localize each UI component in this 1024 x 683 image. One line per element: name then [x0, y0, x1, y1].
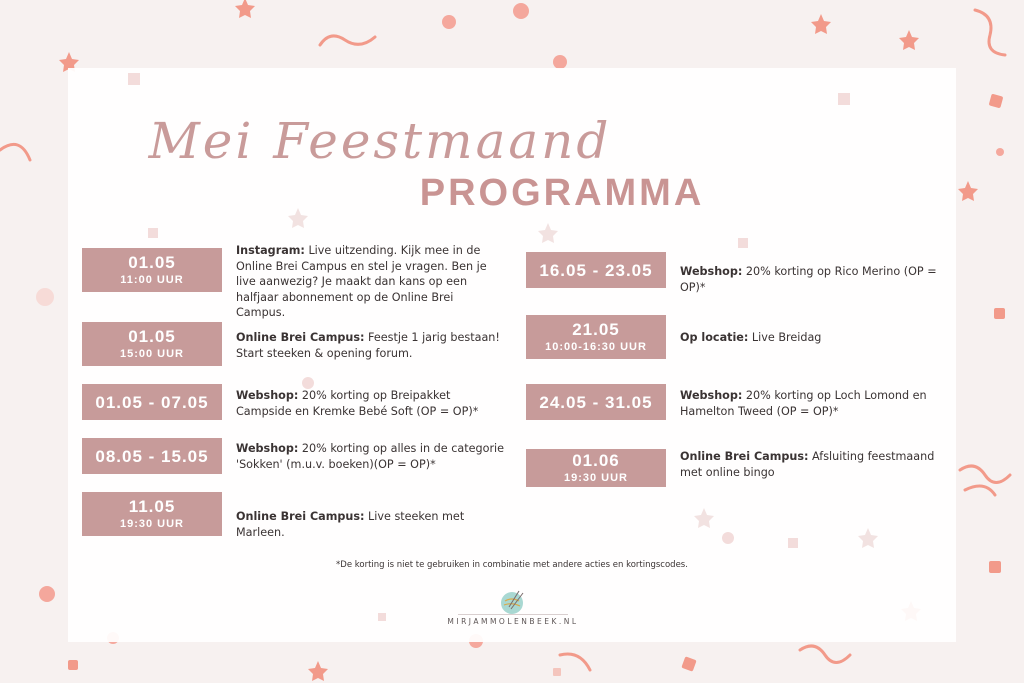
- event-channel: Online Brei Campus:: [680, 450, 809, 463]
- event-time: 19:30 UUR: [119, 518, 185, 530]
- event-date: 01.05: [128, 253, 176, 272]
- event-date: 01.06: [572, 451, 620, 470]
- event-channel: Webshop:: [236, 389, 299, 402]
- left-event-description: [236, 509, 506, 540]
- footer-divider: [458, 614, 568, 615]
- right-date-box: [526, 384, 666, 420]
- right-date-box: [526, 252, 666, 288]
- event-text: 20% korting op Breipakket Campside en Kremke Bebé Soft (OP = OP)*: [236, 389, 479, 418]
- event-text: Live Breidag: [748, 331, 822, 344]
- event-channel: Op locatie:: [680, 331, 749, 344]
- left-date-box: [82, 492, 222, 536]
- event-text: 20% korting op Rico Merino (OP = OP)*: [680, 265, 937, 294]
- right-event-description: [680, 264, 960, 295]
- page-title: PROGRAMMA: [419, 172, 705, 214]
- event-text: Live uitzending. Kijk mee in de Online Brei Campus en stel je vragen. Ben je live aanwezig? Je maakt dan kans op een halfjaar abonnement op de Online Brei Campus.: [236, 244, 487, 319]
- right-event-description: [680, 388, 960, 419]
- event-date: 08.05 - 15.05: [95, 446, 209, 466]
- event-text: Feestje 1 jarig bestaan! Start steeken & opening forum.: [236, 331, 500, 360]
- left-date-box: [82, 322, 222, 366]
- event-channel: Webshop:: [236, 442, 299, 455]
- footnote: *De korting is niet te gebruiken in combinatie met andere acties en kortingscodes.: [336, 560, 688, 570]
- right-date-box: [526, 315, 666, 359]
- event-channel: Online Brei Campus:: [236, 510, 365, 523]
- event-time: 15:00 UUR: [119, 348, 185, 360]
- event-channel: Instagram:: [236, 244, 305, 257]
- event-text: Afsluiting feestmaand met online bingo: [680, 450, 935, 479]
- event-time: 10:00-16:30 UUR: [545, 341, 647, 353]
- event-channel: Online Brei Campus:: [236, 331, 365, 344]
- event-date: 24.05 - 31.05: [539, 392, 653, 412]
- left-date-box: [82, 438, 222, 474]
- right-event-description: [680, 330, 960, 346]
- left-event-description: [236, 330, 506, 361]
- left-event-description: [236, 441, 506, 472]
- left-event-description: [236, 243, 506, 321]
- event-text: Live steeken met Marleen.: [236, 510, 465, 539]
- event-date: 16.05 - 23.05: [539, 260, 653, 280]
- event-channel: Webshop:: [680, 265, 743, 278]
- event-time: 11:00 UUR: [120, 274, 184, 286]
- event-date: 01.05 - 07.05: [95, 392, 209, 412]
- event-text: 20% korting op alles in de categorie 'Sokken' (m.u.v. boeken)(OP = OP)*: [236, 442, 505, 471]
- event-date: 11.05: [128, 497, 176, 516]
- script-title: Mei Feestmaand: [148, 112, 612, 170]
- event-date: 21.05: [572, 320, 620, 339]
- site-link[interactable]: MIRJAMMOLENBEEK.NL: [447, 617, 579, 626]
- yarn-ball-icon: [497, 589, 527, 615]
- left-date-box: [82, 384, 222, 420]
- right-date-box: [526, 449, 666, 487]
- right-event-description: [680, 449, 960, 480]
- left-date-box: [82, 248, 222, 292]
- event-channel: Webshop:: [680, 389, 743, 402]
- left-event-description: [236, 388, 506, 419]
- event-date: 01.05: [128, 327, 176, 346]
- event-time: 19:30 UUR: [563, 472, 629, 484]
- event-text: 20% korting op Loch Lomond en Hamelton Tweed (OP = OP)*: [680, 389, 927, 418]
